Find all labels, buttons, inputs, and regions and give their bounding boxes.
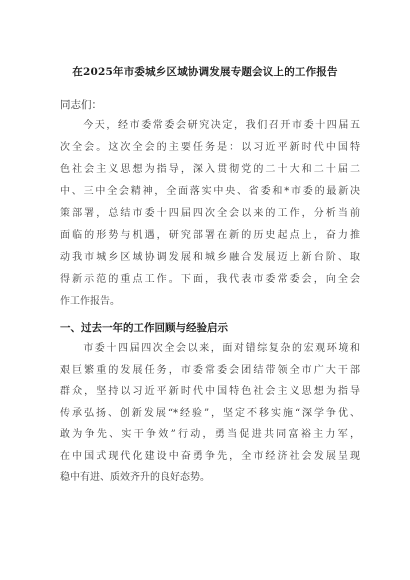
salutation: 同志们： [60,99,102,111]
paragraph-line: 敢为争先、实干争效”行动，勇当促进共同富裕主力军， [60,429,360,440]
paragraph-line: 得新示范的重点工作。下面，我代表市委常委会，向全会 [60,274,360,285]
paragraph-line: 稳中有进、质效齐升的良好态势。 [60,472,210,483]
paragraph-line: 色社会主义思想为指导，深入贯彻党的二十大和二十届二 [60,164,360,175]
paragraph-line: 动我市城乡区域协调发展和城乡融合发展迈上新台阶、取 [60,252,360,263]
paragraph-line: 在中国式现代化建设中奋勇争先，全市经济社会发展呈现 [60,450,360,462]
paragraph-line: 中、三中全会精神，全面落实中央、省委和*市委的最新决 [60,186,360,197]
paragraph-intro [60,115,360,313]
paragraph-line: 传承弘扬、创新发展“*经验”，坚定不移实施“深学争优、 [60,407,360,419]
paragraph-line: 策部署，总结市委十四届四次全会以来的工作，分析当前 [60,208,360,219]
paragraph-review [60,338,360,489]
paragraph-line: 次全会。这次全会的主要任务是：以习近平新时代中国特 [60,142,360,153]
paragraph-line: 艰巨繁重的发展任务，市委常委会团结带领全市广大干部 [60,364,360,376]
paragraph-line: 市委十四届四次全会以来，面对错综复杂的宏观环境和 [60,343,360,354]
section-heading: 一、过去一年的工作回顾与经验启示 [60,322,228,334]
paragraph-line: 面临的形势与机遇，研究部署在新的历史起点上，奋力推 [60,230,360,241]
paragraph-line: 作工作报告。 [60,296,120,307]
document-title: 在2025年市委城乡区域协调发展专题会议上的工作报告 [72,66,338,78]
paragraph-line: 今天，经市委常委会研究决定，我们召开市委十四届五 [60,120,360,131]
paragraph-line: 群众，坚持以习近平新时代中国特色社会主义思想为指导 [60,386,360,397]
